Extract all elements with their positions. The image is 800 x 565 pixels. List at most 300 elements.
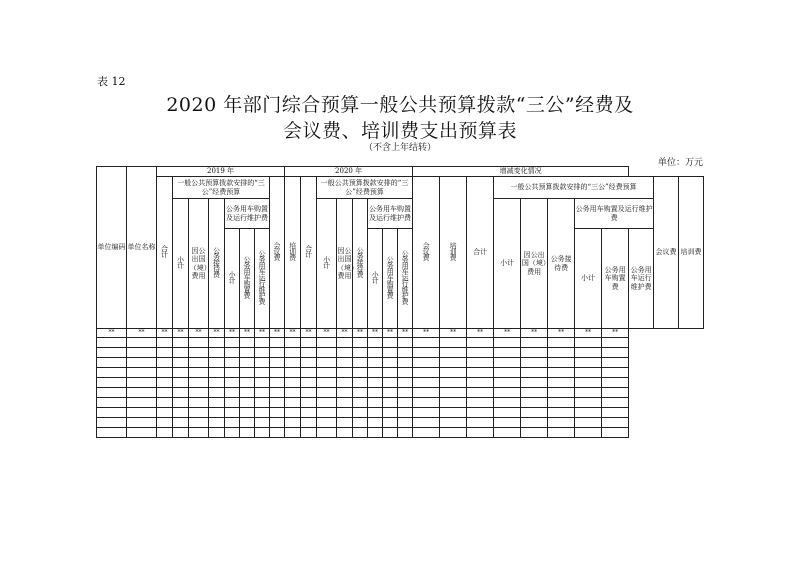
table-cell [270, 368, 285, 378]
star-cell: ** [440, 329, 467, 338]
table-cell [494, 378, 521, 388]
table-row [97, 378, 704, 388]
star-cell: ** [255, 329, 270, 338]
table-cell [301, 378, 317, 388]
table-cell [189, 398, 209, 408]
table-cell [97, 388, 127, 398]
header-change-reception: 公务接待费 [548, 199, 575, 329]
table-cell [602, 408, 629, 418]
table-cell [548, 398, 575, 408]
table-cell [301, 358, 317, 368]
table-cell [368, 338, 383, 348]
table-cell [157, 388, 173, 398]
table-cell [602, 428, 629, 438]
table-cell [548, 338, 575, 348]
table-cell [97, 398, 127, 408]
table-cell [240, 428, 255, 438]
star-cell: ** [467, 329, 494, 338]
table-cell [301, 338, 317, 348]
table-cell [189, 358, 209, 368]
table-cell [368, 408, 383, 418]
table-cell [285, 358, 301, 368]
table-cell [317, 378, 337, 388]
table-cell [209, 348, 225, 358]
table-cell [173, 428, 189, 438]
table-cell [413, 338, 440, 348]
header-2019-vehicle-subtotal: 小计 [225, 229, 240, 329]
table-cell [494, 368, 521, 378]
table-cell [383, 368, 398, 378]
header-2020-abroad: 因公出国（境）费用 [337, 199, 353, 329]
table-cell [467, 388, 494, 398]
table-cell [240, 338, 255, 348]
header-2020-vehicle-buy: 公务用车购置费 [383, 229, 398, 329]
table-cell [270, 418, 285, 428]
table-cell [225, 338, 240, 348]
table-cell [521, 358, 548, 368]
header-2019-total: 合计 [157, 177, 173, 329]
table-cell [255, 348, 270, 358]
table-cell [157, 358, 173, 368]
star-cell: ** [494, 329, 521, 338]
table-cell [548, 348, 575, 358]
table-cell [467, 408, 494, 418]
header-2019-vehicle: 公务用车购置及运行维护费 [225, 199, 270, 229]
table-cell [337, 388, 353, 398]
table-cell [353, 388, 368, 398]
table-cell [240, 358, 255, 368]
table-cell [575, 398, 602, 408]
star-cell: ** [413, 329, 440, 338]
table-cell [301, 418, 317, 428]
table-cell [97, 338, 127, 348]
page-title-line-1: 2020 年部门综合预算一般公共预算拨款“三公”经费及 [166, 94, 634, 116]
header-2020-subtotal: 小计 [317, 199, 337, 329]
table-cell [602, 358, 629, 368]
table-cell [521, 348, 548, 358]
table-cell [353, 338, 368, 348]
table-cell [157, 338, 173, 348]
table-cell [225, 388, 240, 398]
table-cell [383, 338, 398, 348]
table-cell [157, 408, 173, 418]
header-2019-subtotal: 小计 [173, 199, 189, 329]
table-cell [602, 348, 629, 358]
star-cell: ** [157, 329, 173, 338]
header-2020-vehicle-run: 公务用车运行维护费 [398, 229, 413, 329]
table-cell [467, 378, 494, 388]
table-row [97, 338, 704, 348]
table-cell [255, 358, 270, 368]
table-cell [368, 368, 383, 378]
table-cell [602, 368, 629, 378]
table-cell [173, 338, 189, 348]
table-cell [127, 388, 157, 398]
table-cell [494, 428, 521, 438]
star-cell: ** [240, 329, 255, 338]
table-cell [398, 378, 413, 388]
table-cell [353, 398, 368, 408]
table-cell [209, 418, 225, 428]
table-cell [494, 398, 521, 408]
table-cell [413, 418, 440, 428]
table-cell [337, 378, 353, 388]
table-cell [189, 418, 209, 428]
table-cell [173, 358, 189, 368]
table-cell [157, 378, 173, 388]
header-change-meeting: 会议费 [654, 177, 679, 329]
table-cell [521, 408, 548, 418]
star-cell: ** [602, 329, 629, 338]
table-cell [353, 418, 368, 428]
table-cell [521, 368, 548, 378]
table-cell [240, 378, 255, 388]
header-change-subtotal: 小计 [494, 199, 521, 329]
header-change-total: 合计 [467, 177, 494, 329]
table-cell [225, 418, 240, 428]
table-cell [467, 338, 494, 348]
table-cell [467, 368, 494, 378]
table-number: 表 12 [97, 75, 126, 88]
table-cell [602, 378, 629, 388]
table-cell [337, 368, 353, 378]
table-cell [173, 348, 189, 358]
table-cell [157, 398, 173, 408]
table-cell [467, 428, 494, 438]
table-row [97, 358, 704, 368]
table-cell [173, 418, 189, 428]
table-row [97, 398, 704, 408]
table-cell [301, 428, 317, 438]
table-cell [398, 408, 413, 418]
table-cell [317, 348, 337, 358]
star-cell: ** [225, 329, 240, 338]
table-cell [337, 418, 353, 428]
table-cell [127, 398, 157, 408]
table-cell [285, 368, 301, 378]
table-row-stars [97, 329, 704, 338]
table-cell [368, 358, 383, 368]
table-cell [337, 338, 353, 348]
table-cell [270, 378, 285, 388]
table-cell [494, 338, 521, 348]
table-cell [440, 388, 467, 398]
table-cell [240, 398, 255, 408]
table-cell [189, 348, 209, 358]
header-2019-vehicle-run: 公务用车运行维护费 [255, 229, 270, 329]
table-cell [575, 368, 602, 378]
star-cell: ** [127, 329, 157, 338]
table-cell [383, 388, 398, 398]
table-cell [97, 368, 127, 378]
table-cell [173, 388, 189, 398]
table-cell [575, 348, 602, 358]
table-cell [209, 368, 225, 378]
table-cell [270, 358, 285, 368]
table-cell [255, 388, 270, 398]
table-cell [521, 378, 548, 388]
table-cell [97, 348, 127, 358]
table-cell [127, 338, 157, 348]
table-cell [270, 428, 285, 438]
table-cell [440, 428, 467, 438]
header-row-years [97, 167, 704, 177]
table-cell [285, 428, 301, 438]
table-cell [127, 378, 157, 388]
table-cell [413, 428, 440, 438]
table-row [97, 368, 704, 378]
table-cell [255, 368, 270, 378]
header-2019-reception: 公务接待费 [209, 199, 225, 329]
star-cell: ** [189, 329, 209, 338]
table-cell [317, 408, 337, 418]
table-cell [368, 378, 383, 388]
table-cell [240, 348, 255, 358]
table-cell [209, 388, 225, 398]
table-cell [413, 408, 440, 418]
header-change-vehicle-subtotal: 小计 [575, 229, 602, 329]
table-cell [440, 408, 467, 418]
table-cell [467, 398, 494, 408]
table-cell [467, 348, 494, 358]
table-cell [209, 398, 225, 408]
table-row [97, 388, 704, 398]
star-cell: ** [317, 329, 337, 338]
star-cell: ** [521, 329, 548, 338]
table-cell [189, 378, 209, 388]
table-cell [353, 428, 368, 438]
header-change-training: 培训费 [679, 177, 704, 329]
table-cell [157, 348, 173, 358]
table-row [97, 418, 704, 428]
table-cell [337, 398, 353, 408]
table-cell [255, 378, 270, 388]
header-2019-meeting: 会议费 [270, 177, 285, 329]
header-2019: 2019 年 [157, 167, 285, 177]
table-cell [209, 408, 225, 418]
subtitle-note: （不含上年结转） [363, 143, 436, 153]
table-cell [225, 348, 240, 358]
unit-label: 单位：万元 [657, 158, 703, 168]
table-cell [494, 388, 521, 398]
table-cell [317, 428, 337, 438]
table-cell [285, 408, 301, 418]
table-cell [602, 418, 629, 428]
table-row [97, 408, 704, 418]
table-cell [440, 398, 467, 408]
table-cell [521, 388, 548, 398]
table-cell [127, 408, 157, 418]
star-cell: ** [337, 329, 353, 338]
table-cell [494, 348, 521, 358]
table-cell [173, 398, 189, 408]
table-cell [240, 408, 255, 418]
table-cell [225, 378, 240, 388]
table-cell [353, 378, 368, 388]
table-cell [521, 398, 548, 408]
table-cell [173, 368, 189, 378]
table-cell [353, 358, 368, 368]
table-cell [301, 348, 317, 358]
table-cell [270, 338, 285, 348]
table-cell [97, 378, 127, 388]
table-cell [413, 368, 440, 378]
table-cell [440, 418, 467, 428]
table-cell [413, 398, 440, 408]
table-cell [317, 388, 337, 398]
star-cell: ** [548, 329, 575, 338]
header-change-vehicle: 公务用车购置及运行维护费 [575, 199, 654, 229]
table-cell [494, 358, 521, 368]
table-cell [467, 358, 494, 368]
table-cell [255, 428, 270, 438]
table-cell [575, 428, 602, 438]
header-2020: 2020 年 [285, 167, 413, 177]
table-cell [189, 388, 209, 398]
table-cell [209, 378, 225, 388]
table-cell [270, 408, 285, 418]
table-cell [353, 408, 368, 418]
star-cell: ** [368, 329, 383, 338]
table-cell [575, 388, 602, 398]
table-cell [575, 378, 602, 388]
header-2020-meeting: 会议费 [413, 177, 440, 329]
header-change-vehicle-buy: 公务用车购置费 [602, 229, 629, 329]
header-change-vehicle-run: 公务用车运行维护费 [629, 229, 654, 329]
table-cell [398, 348, 413, 358]
header-change-abroad: 因公出国（境）费用 [521, 199, 548, 329]
table-cell [225, 408, 240, 418]
table-cell [209, 428, 225, 438]
table-cell [173, 408, 189, 418]
table-cell [337, 358, 353, 368]
table-cell [97, 358, 127, 368]
header-change-sangong: 一般公共预算拨款安排的“三公”经费预算 [494, 177, 654, 199]
header-unit-code: 单位编码 [97, 167, 127, 329]
header-2019-abroad: 因公出国（境）费用 [189, 199, 209, 329]
table-cell [548, 428, 575, 438]
table-cell [440, 358, 467, 368]
table-cell [575, 358, 602, 368]
table-cell [548, 408, 575, 418]
table-cell [602, 388, 629, 398]
header-row-vehicle [97, 199, 704, 229]
table-cell [398, 388, 413, 398]
table-cell [548, 388, 575, 398]
table-cell [521, 428, 548, 438]
table-cell [255, 398, 270, 408]
table-cell [440, 368, 467, 378]
table-cell [317, 358, 337, 368]
table-cell [383, 418, 398, 428]
table-cell [575, 338, 602, 348]
star-cell: ** [353, 329, 368, 338]
table-cell [398, 398, 413, 408]
header-change: 增减变化情况 [413, 167, 629, 177]
table-cell [225, 358, 240, 368]
table-cell [225, 368, 240, 378]
table-cell [368, 348, 383, 358]
table-cell [398, 428, 413, 438]
header-2020-reception: 公务接待费 [353, 199, 368, 329]
table-cell [285, 348, 301, 358]
table-cell [209, 358, 225, 368]
table-cell [285, 398, 301, 408]
table-cell [97, 408, 127, 418]
table-cell [189, 408, 209, 418]
table-cell [209, 338, 225, 348]
table-cell [301, 398, 317, 408]
table-cell [440, 348, 467, 358]
table-cell [548, 368, 575, 378]
star-cell: ** [173, 329, 189, 338]
table-cell [368, 388, 383, 398]
star-cell: ** [575, 329, 602, 338]
header-row-sangong [97, 177, 704, 199]
table-cell [440, 338, 467, 348]
table-cell [127, 428, 157, 438]
table-cell [285, 418, 301, 428]
table-cell [255, 408, 270, 418]
table-cell [189, 368, 209, 378]
star-cell: ** [209, 329, 225, 338]
table-cell [285, 378, 301, 388]
table-cell [368, 418, 383, 428]
table-cell [602, 398, 629, 408]
table-cell [413, 358, 440, 368]
header-2020-total: 合计 [301, 177, 317, 329]
table-cell [337, 348, 353, 358]
table-cell [337, 428, 353, 438]
table-cell [575, 418, 602, 428]
header-2020-vehicle-subtotal: 小计 [368, 229, 383, 329]
table-cell [127, 348, 157, 358]
header-2019-sangong: 一般公共预算拨款安排的“三公”经费预算 [173, 177, 270, 199]
table-cell [97, 428, 127, 438]
table-cell [127, 418, 157, 428]
table-cell [383, 348, 398, 358]
table-cell [317, 368, 337, 378]
table-cell [317, 338, 337, 348]
table-cell [467, 418, 494, 428]
header-unit-name: 单位名称 [127, 167, 157, 329]
table-cell [157, 418, 173, 428]
star-cell: ** [398, 329, 413, 338]
table-cell [548, 358, 575, 368]
table-cell [255, 418, 270, 428]
table-cell [301, 368, 317, 378]
table-cell [189, 338, 209, 348]
header-2019-vehicle-buy: 公务用车购置费 [240, 229, 255, 329]
table-cell [240, 368, 255, 378]
table-cell [270, 398, 285, 408]
table-cell [440, 378, 467, 388]
table-cell [240, 388, 255, 398]
table-cell [270, 388, 285, 398]
table-cell [157, 368, 173, 378]
table-cell [413, 348, 440, 358]
table-cell [337, 408, 353, 418]
table-cell [301, 408, 317, 418]
table-cell [317, 418, 337, 428]
table-cell [173, 378, 189, 388]
table-cell [353, 348, 368, 358]
table-cell [398, 418, 413, 428]
table-cell [494, 408, 521, 418]
star-cell: ** [270, 329, 285, 338]
table-cell [368, 428, 383, 438]
table-cell [255, 338, 270, 348]
